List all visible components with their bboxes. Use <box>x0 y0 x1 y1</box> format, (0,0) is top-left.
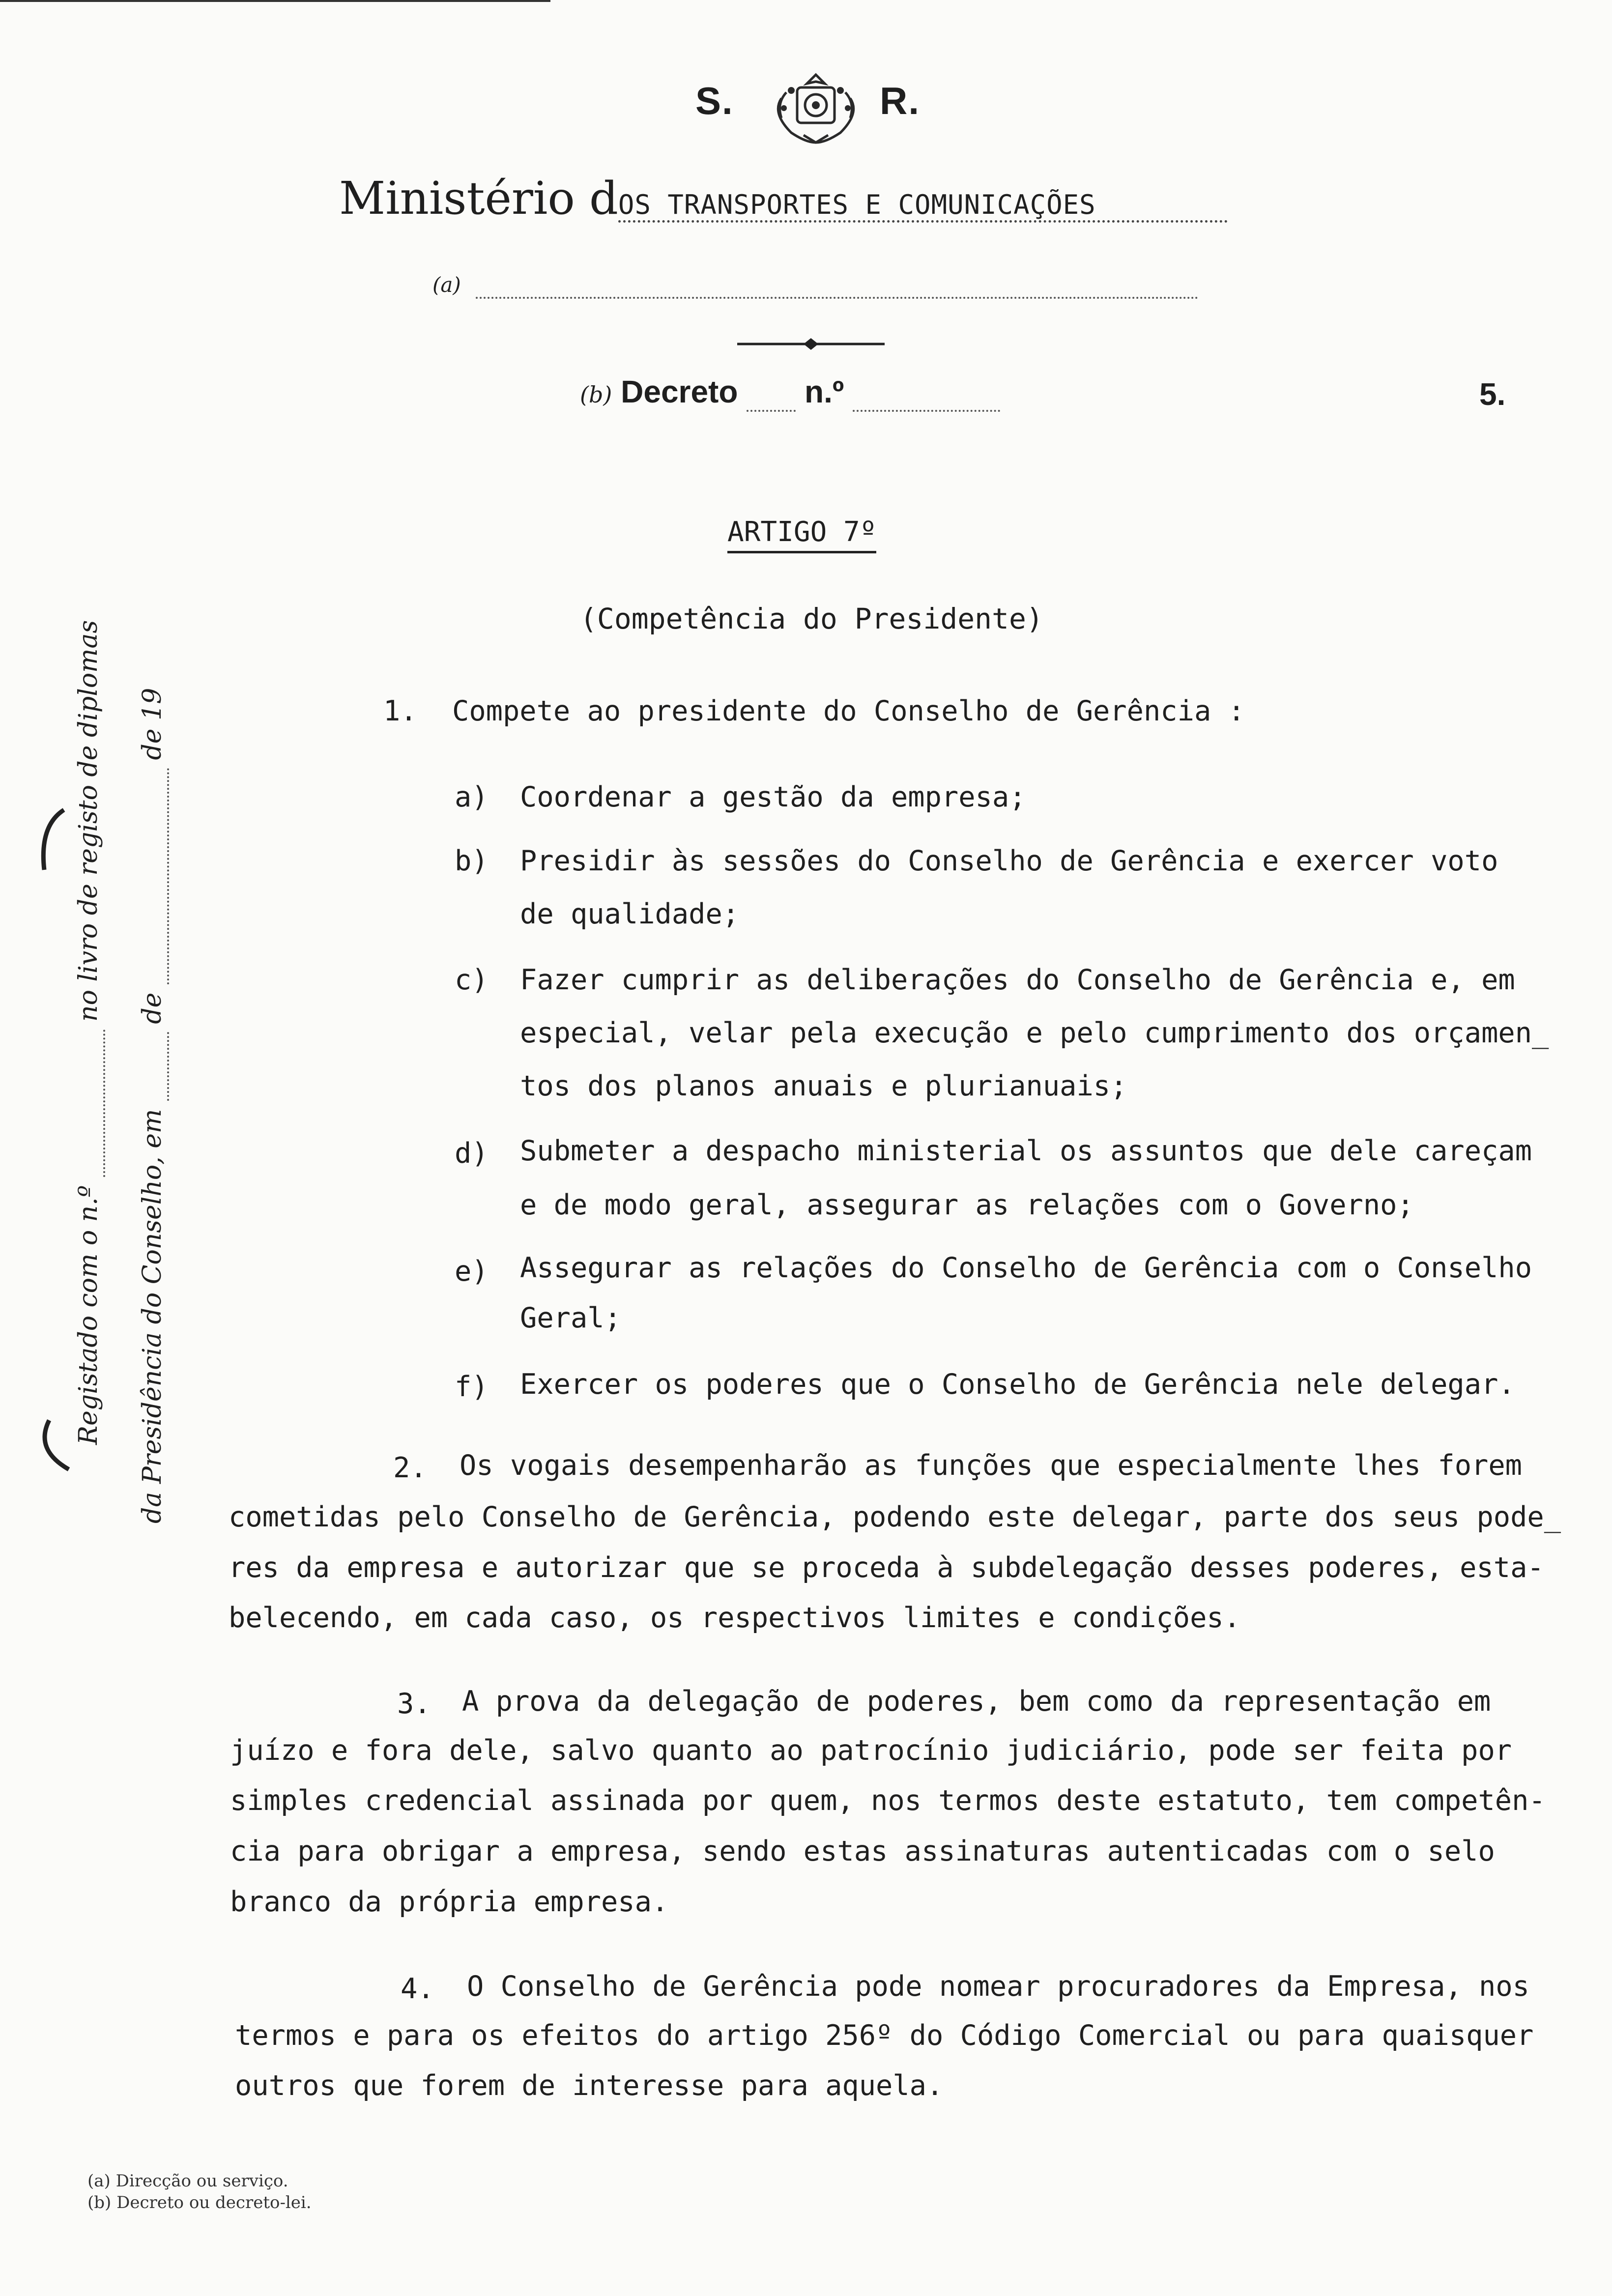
decree-type-blank <box>747 373 796 412</box>
page-number: 5. <box>1479 376 1506 412</box>
p3-number: 3. <box>397 1688 431 1720</box>
item-d-letter: d) <box>455 1137 489 1170</box>
item-d-line-1: Submeter a despacho ministerial os assuntos que dele careçam <box>520 1135 1532 1167</box>
registry-line-1 <box>74 620 105 1445</box>
ministry-name-field: OS TRANSPORTES E COMUNICAÇÕES <box>618 189 1228 223</box>
ministry-line <box>339 172 1273 236</box>
p3-line-4: cia para obrigar a empresa, sendo estas assinaturas autenticadas com o selo <box>230 1835 1495 1867</box>
seal-letter-r: R. <box>880 79 920 122</box>
item-a-letter: a) <box>455 781 489 813</box>
bracket-mark-bottom <box>29 1415 74 1474</box>
registry-line-1-end: no livro de registo de diplomas <box>74 620 103 1022</box>
registry-day-blank <box>138 1032 169 1101</box>
item-b-line-1: Presidir às sessões do Conselho de Gerência e exercer voto <box>520 845 1498 877</box>
decree-word: Decreto <box>621 374 738 409</box>
p4-first-line: O Conselho de Gerência pode nomear procuradores da Empresa, nos <box>467 1970 1529 2003</box>
p2-line-2: cometidas pelo Conselho de Gerência, podendo este delegar, parte dos seus pode_ <box>229 1501 1561 1533</box>
p2-line-3: res da empresa e autorizar que se proceda à subdelegação desses poderes, esta- <box>229 1551 1544 1584</box>
p1-intro: Compete ao presidente do Conselho de Gerência : <box>452 695 1245 727</box>
item-c-line-2: especial, velar pela execução e pelo cumprimento dos orçamen_ <box>520 1017 1549 1049</box>
item-c-line-1: Fazer cumprir as deliberações do Conselho de Gerência e, em <box>520 964 1515 996</box>
registry-margin-note <box>10 580 197 1523</box>
registry-month-blank <box>138 768 169 984</box>
seal-header <box>688 69 944 147</box>
decree-label-b: (b) <box>580 381 612 408</box>
top-edge-rule <box>0 0 550 2</box>
divider-ornament <box>737 334 885 354</box>
p3-line-3: simples credencial assinada por quem, nos termos deste estatuto, tem competên- <box>230 1784 1546 1817</box>
item-e-letter: e) <box>455 1255 489 1288</box>
p2-first-line: Os vogais desempenharão as funções que especialmente lhes forem <box>460 1449 1522 1482</box>
direction-blank <box>476 273 1198 299</box>
item-b-line-2: de qualidade; <box>520 898 740 930</box>
item-b-letter: b) <box>455 845 489 877</box>
registry-line-2-mid: de <box>138 992 167 1024</box>
registry-line-2-start: da Presidência do Conselho, em <box>138 1109 167 1523</box>
item-f-line-1: Exercer os poderes que o Conselho de Gerência nele delegar. <box>520 1368 1515 1401</box>
direction-line <box>432 273 1199 307</box>
p4-line-2: termos e para os efeitos do artigo 256º do Código Comercial ou para quaisquer <box>235 2019 1534 2052</box>
p3-first-line: A prova da delegação de poderes, bem como da representação em <box>462 1685 1491 1718</box>
ministry-label: Ministério d <box>339 172 618 225</box>
p4-number: 4. <box>401 1973 434 2005</box>
item-d-line-2: e de modo geral, assegurar as relações com o Governo; <box>520 1189 1414 1221</box>
p2-line-4: belecendo, em cada caso, os respectivos limites e condições. <box>229 1602 1241 1634</box>
item-f-letter: f) <box>455 1371 489 1403</box>
p3-line-5: branco da própria empresa. <box>230 1886 669 1918</box>
p2-number: 2. <box>393 1452 427 1484</box>
footnote-b: (b) Decreto ou decreto-lei. <box>87 2193 312 2212</box>
coat-of-arms-icon <box>762 69 870 147</box>
bracket-mark-top <box>29 806 69 875</box>
registry-line-2 <box>138 688 169 1523</box>
item-a-line-1: Coordenar a gestão da empresa; <box>520 781 1026 813</box>
p4-line-3: outros que forem de interesse para aquela. <box>235 2069 944 2102</box>
seal-letter-s: S. <box>695 79 734 122</box>
article-title: ARTIGO 7º <box>727 516 876 553</box>
decree-number-blank <box>853 373 1000 412</box>
p1-number: 1. <box>383 695 417 727</box>
item-c-line-3: tos dos planos anuais e plurianuais; <box>520 1070 1127 1102</box>
p3-line-2: juízo e fora dele, salvo quanto ao patrocínio judiciário, pode ser feita por <box>230 1734 1512 1767</box>
item-c-letter: c) <box>455 964 489 996</box>
article-subtitle: (Competência do Presidente) <box>580 602 1043 635</box>
registry-number-blank <box>74 1030 105 1177</box>
registry-line-2-end: de 19 <box>138 688 167 760</box>
decree-line <box>580 373 1538 418</box>
registry-line-1-start: Registado com o n.º <box>74 1185 103 1445</box>
decree-number-label: n.º <box>805 374 844 409</box>
item-e-line-2: Geral; <box>520 1302 621 1334</box>
item-e-line-1: Assegurar as relações do Conselho de Gerência com o Conselho <box>520 1252 1532 1284</box>
footnote-a: (a) Direcção ou serviço. <box>87 2171 288 2191</box>
direction-label: (a) <box>432 273 461 297</box>
